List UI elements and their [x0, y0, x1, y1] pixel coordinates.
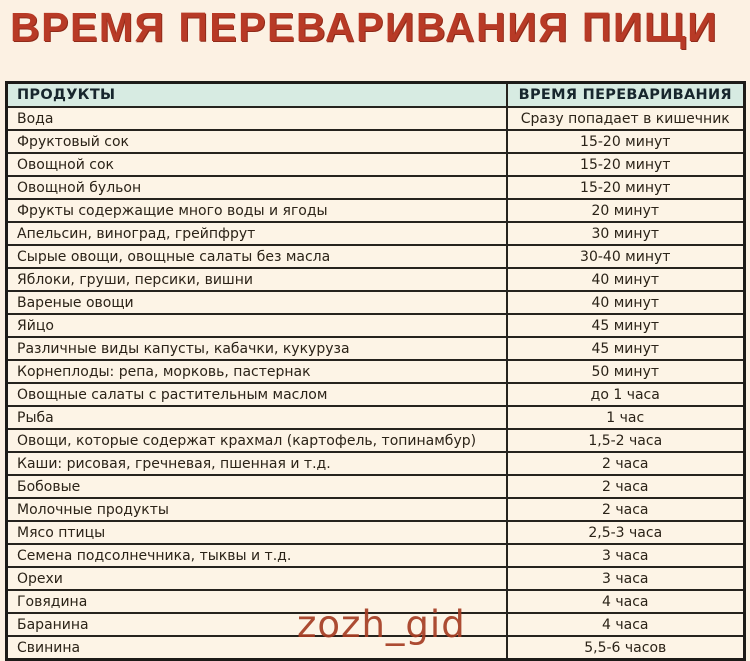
time-cell: 3 часа: [507, 544, 745, 567]
product-cell: Яйцо: [7, 314, 507, 337]
table-row: [7, 613, 745, 636]
time-cell: 2 часа: [507, 452, 745, 475]
product-cell: Яблоки, груши, персики, вишни: [7, 268, 507, 291]
time-cell: 15-20 минут: [507, 176, 745, 199]
product-cell: Бобовые: [7, 475, 507, 498]
digestion-table: [5, 81, 746, 661]
table-row: [7, 337, 745, 360]
time-cell: 30 минут: [507, 222, 745, 245]
time-cell: 4 часа: [507, 613, 745, 636]
product-cell: Орехи: [7, 567, 507, 590]
table-row: [7, 636, 745, 660]
product-cell: Апельсин, виноград, грейпфрут: [7, 222, 507, 245]
product-cell: Баранина: [7, 613, 507, 636]
table-header: [7, 83, 745, 108]
time-cell: 40 минут: [507, 291, 745, 314]
time-cell: 40 минут: [507, 268, 745, 291]
table-row: [7, 383, 745, 406]
header-row: [7, 83, 745, 108]
time-cell: 50 минут: [507, 360, 745, 383]
product-cell: Различные виды капусты, кабачки, кукуруза: [7, 337, 507, 360]
product-cell: Вареные овощи: [7, 291, 507, 314]
table-row: [7, 222, 745, 245]
product-cell: Корнеплоды: репа, морковь, пастернак: [7, 360, 507, 383]
product-cell: Овощные салаты с растительным маслом: [7, 383, 507, 406]
time-cell: 2 часа: [507, 475, 745, 498]
table-row: [7, 153, 745, 176]
page-title: ВРЕМЯ ПЕРЕВАРИВАНИЯ ПИЩИ: [10, 4, 719, 50]
product-cell: Говядина: [7, 590, 507, 613]
time-cell: Сразу попадает в кишечник: [507, 107, 745, 130]
product-cell: Фрукты содержащие много воды и ягоды: [7, 199, 507, 222]
table-row: [7, 245, 745, 268]
table-row: [7, 429, 745, 452]
table-row: [7, 406, 745, 429]
watermark: zozh_gid: [297, 603, 466, 646]
time-cell: 30-40 минут: [507, 245, 745, 268]
product-cell: Фруктовый сок: [7, 130, 507, 153]
product-cell: Свинина: [7, 636, 507, 660]
table-body: [7, 107, 745, 660]
time-cell: 1,5-2 часа: [507, 429, 745, 452]
product-cell: Мясо птицы: [7, 521, 507, 544]
table-row: [7, 291, 745, 314]
table-row: [7, 199, 745, 222]
time-cell: 4 часа: [507, 590, 745, 613]
table-row: [7, 176, 745, 199]
time-cell: до 1 часа: [507, 383, 745, 406]
product-cell: Молочные продукты: [7, 498, 507, 521]
time-cell: 3 часа: [507, 567, 745, 590]
time-cell: 45 минут: [507, 337, 745, 360]
table-row: [7, 452, 745, 475]
table-row: [7, 567, 745, 590]
table-row: [7, 360, 745, 383]
product-cell: Овощной бульон: [7, 176, 507, 199]
table-row: [7, 268, 745, 291]
time-cell: 2 часа: [507, 498, 745, 521]
column-header-time: ВРЕМЯ ПЕРЕВАРИВАНИЯ: [507, 83, 745, 108]
table-row: [7, 521, 745, 544]
product-cell: Овощной сок: [7, 153, 507, 176]
time-cell: 5,5-6 часов: [507, 636, 745, 660]
product-cell: Сырые овощи, овощные салаты без масла: [7, 245, 507, 268]
time-cell: 1 час: [507, 406, 745, 429]
time-cell: 20 минут: [507, 199, 745, 222]
product-cell: Рыба: [7, 406, 507, 429]
table-row: [7, 498, 745, 521]
table-row: [7, 107, 745, 130]
table-row: [7, 314, 745, 337]
table-row: [7, 475, 745, 498]
product-cell: Каши: рисовая, гречневая, пшенная и т.д.: [7, 452, 507, 475]
column-header-products: ПРОДУКТЫ: [7, 83, 507, 108]
time-cell: 15-20 минут: [507, 153, 745, 176]
product-cell: Семена подсолнечника, тыквы и т.д.: [7, 544, 507, 567]
table-row: [7, 130, 745, 153]
table-row: [7, 544, 745, 567]
page: [0, 4, 750, 661]
time-cell: 45 минут: [507, 314, 745, 337]
product-cell: Вода: [7, 107, 507, 130]
product-cell: Овощи, которые содержат крахмал (картофель, топинамбур): [7, 429, 507, 452]
time-cell: 2,5-3 часа: [507, 521, 745, 544]
table-row: [7, 590, 745, 613]
time-cell: 15-20 минут: [507, 130, 745, 153]
